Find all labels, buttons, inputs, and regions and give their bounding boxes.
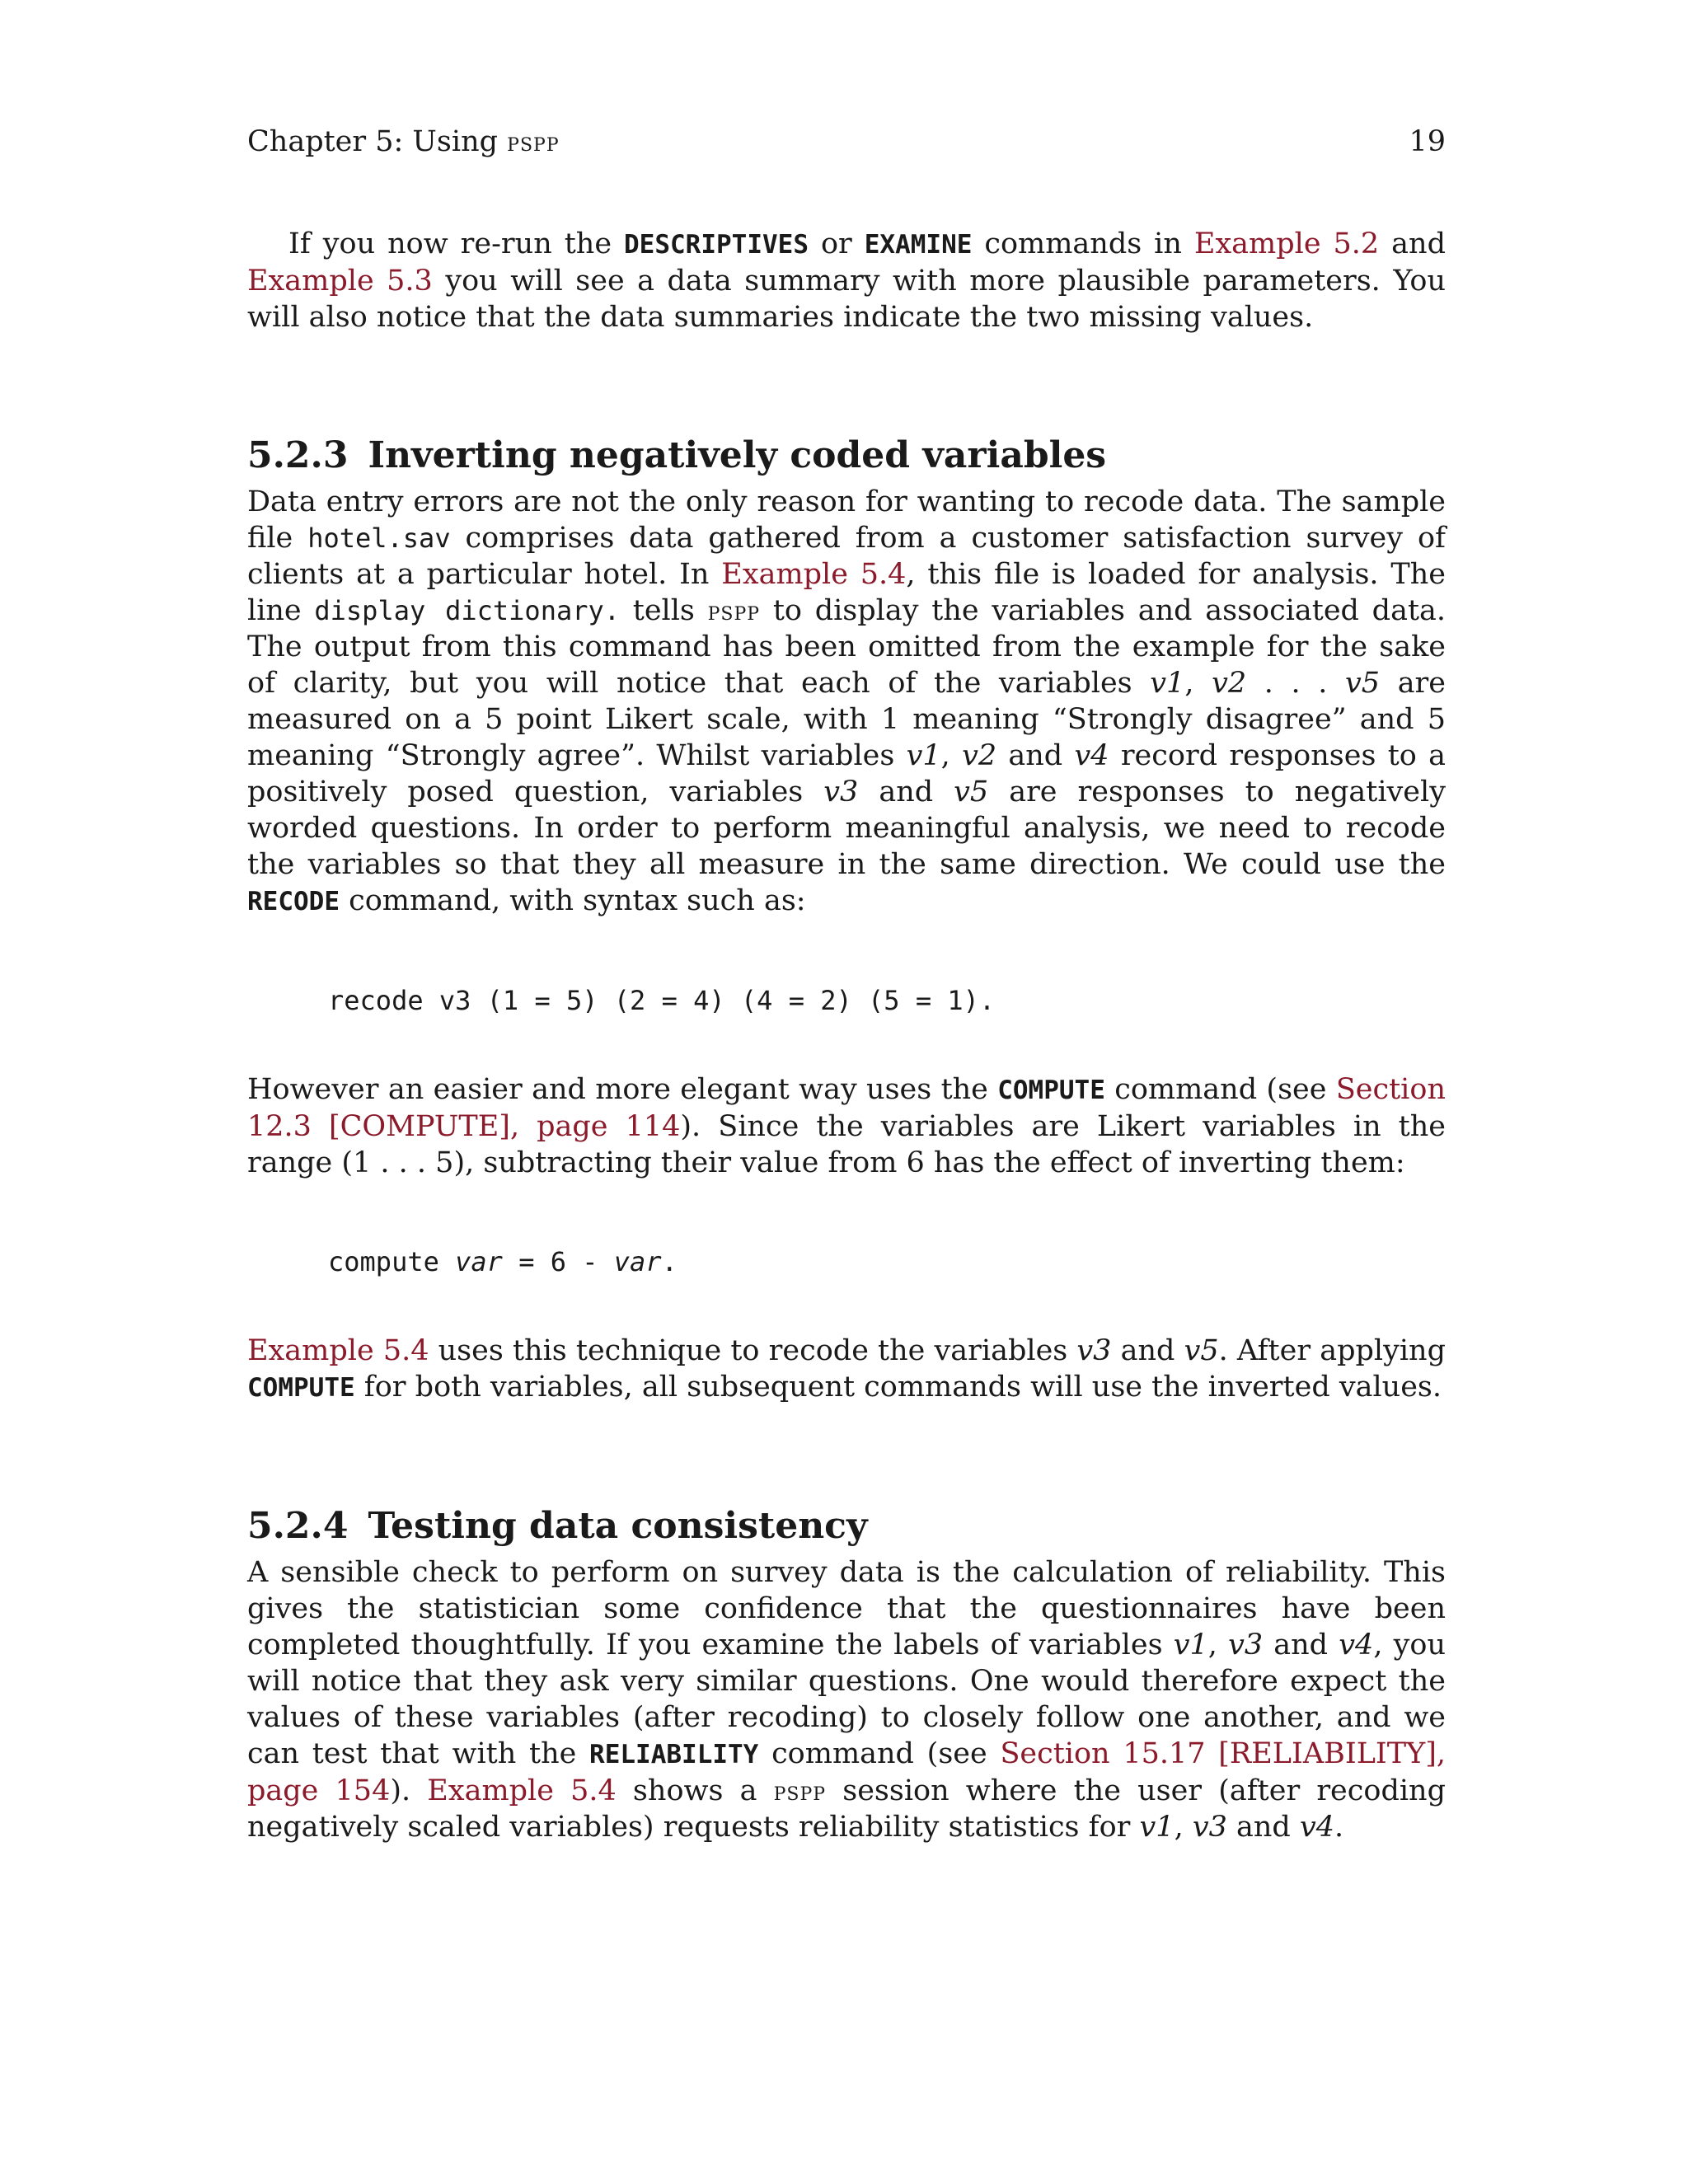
body-paragraph: A sensible check to perform on survey data is the calculation of reliability. This gives the statistician some confidence that the questionnaires have been completed thoughtfully. If you examine the labels of variables v1, v3 and v4, you will notice that they ask very similar questions. One would therefore expect the values of these variables (after recoding) to closely follow one another, and we can test that with the RELIABILITY command (see Section 15.17 [RELIABILITY], page 154). Example 5.4 shows a pspp session where the user (after recoding negatively scaled variables) requests reliability statistics for v1, v3 and v4. xyxy=(247,1556,1446,1844)
app-name: pspp xyxy=(773,1775,827,1807)
cross-reference-link[interactable]: Example 5.4 xyxy=(247,1334,429,1367)
chapter-title: Chapter 5: Using pspp xyxy=(247,125,560,158)
document-page xyxy=(247,124,1446,1845)
body-paragraph: However an easier and more elegant way uses the COMPUTE command (see Section 12.3 [COMPUTE], page 114). Since the variables are Likert variables in the range (1 . . . 5), subtracting their value from 6 has the effect of inverting them: xyxy=(247,1073,1446,1179)
cross-reference-link[interactable]: Section 15.17 [RELIABILITY], page 154 xyxy=(247,1737,1446,1807)
inline-filename: hotel.sav xyxy=(307,523,451,554)
cross-reference-link[interactable]: Example 5.4 xyxy=(427,1774,617,1807)
inline-command: display dictionary. xyxy=(314,595,621,626)
section-heading-5-2-4: 5.2.4 Testing data consistency xyxy=(247,1505,868,1547)
inline-command: DESCRIPTIVES xyxy=(624,230,809,260)
intro-paragraph: If you now re-run the DESCRIPTIVES or EXAMINE commands in Example 5.2 and Example 5.3 you will see a data summary with more plausible parameters. You will also notice that the data summaries indicate the two missing values. xyxy=(247,227,1446,334)
inline-command: EXAMINE xyxy=(864,230,973,260)
body-paragraph: Example 5.4 uses this technique to recode the variables v3 and v5. After applying COMPUTE for both variables, all subsequent commands will use the inverted values. xyxy=(247,1334,1446,1404)
cross-reference-link[interactable]: Example 5.4 xyxy=(721,558,907,591)
inline-command: COMPUTE xyxy=(997,1076,1105,1105)
code-block-recode: recode v3 (1 = 5) (2 = 4) (4 = 2) (5 = 1). xyxy=(328,985,996,1016)
app-name: pspp xyxy=(507,126,560,157)
page-number: 19 xyxy=(1409,125,1446,158)
section-heading-5-2-3: 5.2.3 Inverting negatively coded variables xyxy=(247,434,1107,476)
inline-command: COMPUTE xyxy=(247,1373,355,1403)
body-paragraph: Data entry errors are not the only reason for wanting to recode data. The sample file hotel.sav comprises data gathered from a customer satisfaction survey of clients at a particular hotel. In Example 5.4, this file is loaded for analysis. The line display dictionary. tells pspp to display the variables and associated data. The output from this command has been omitted from the example for the sake of clarity, but you will notice that each of the variables v1, v2 . . . v5 are measured on a 5 point Likert scale, with 1 meaning “Strongly disagree” and 5 meaning “Strongly agree”. Whilst variables v1, v2 and v4 record responses to a positively posed question, variables v3 and v5 are responses to negatively worded questions. In order to perform meaningful analysis, we need to recode the variables so that they all measure in the same direction. We could use the RECODE command, with syntax such as: xyxy=(247,485,1447,917)
code-block-compute: compute var = 6 - var. xyxy=(328,1246,678,1277)
cross-reference-link[interactable]: Example 5.2 xyxy=(1193,227,1380,260)
inline-command: RELIABILITY xyxy=(589,1740,759,1769)
cross-reference-link[interactable]: Example 5.3 xyxy=(247,265,433,298)
app-name: pspp xyxy=(707,595,761,626)
inline-command: RECODE xyxy=(247,887,340,916)
cross-reference-link[interactable]: Section 12.3 [COMPUTE], page 114 xyxy=(247,1073,1446,1143)
running-head xyxy=(247,124,1446,160)
